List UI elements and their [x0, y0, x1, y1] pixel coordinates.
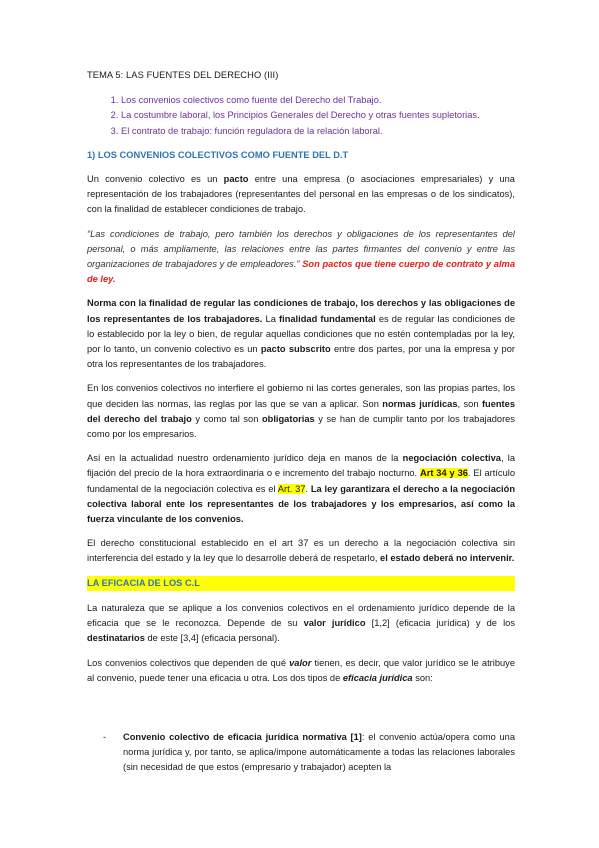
- bullet-list: [87, 730, 515, 776]
- section-heading-convenios: 1) LOS CONVENIOS COLECTIVOS COMO FUENTE DEL D.T: [87, 149, 349, 160]
- paragraph-naturaleza: La naturaleza que se aplique a los convenios colectivos en el ordenamiento jurídico depende de la eficacia que se le reconozca. Depende de su valor jurídico [1,2] (eficacia jurídica) y de los destinatarios de este [3,4] (eficacia personal).: [87, 602, 515, 644]
- highlight-art-34-36: Art 34 y 36: [420, 468, 468, 479]
- section-heading-eficacia: LA EFICACIA DE LOS C.L: [87, 576, 515, 591]
- list-dash: -: [103, 731, 107, 742]
- toc-item: 3. El contrato de trabajo: función reguladora de la relación laboral.: [121, 124, 515, 139]
- document-title: TEMA 5: LAS FUENTES DEL DERECHO (III): [87, 70, 279, 80]
- paragraph-norma: Norma con la finalidad de regular las condiciones de trabajo, los derechos y las obligaciones de los representantes de los trabajadores. La finalidad fundamental es de regular las condiciones de lo establecido por la ley o bien, de regular aquellas condiciones que no estén contempladas por la ley, por lo tanto, un convenio colectivo es un pacto subscrito entre dos partes, por una la empresa y por otra los representantes de los trabajadores.: [87, 298, 516, 370]
- quote-paragraph: “Las condiciones de trabajo, pero también los derechos y obligaciones de los representantes del personal, o más ampliamente, las relaciones entre las partes firmantes del convenio y entre las organizaciones de trabajadores y de empleadores.” Son pactos que tiene cuerpo de contrato y alma de ley.: [87, 228, 515, 285]
- list-item-text: Convenio colectivo de eficacia jurídica normativa [1]: el convenio actúa/opera como una norma jurídica y, por tanto, se aplica/impone automáticamente a todas las relaciones laborales (sin necesidad de que estos (empresario y trabajador) acepten la: [123, 731, 515, 773]
- paragraph-valor: Los convenios colectivos que dependen de qué valor tienen, es decir, que valor jurídico se le atribuye al convenio, puede tener una eficacia u otra. Los dos tipos de eficacia jurídica son:: [87, 657, 515, 683]
- toc-item: 2. La costumbre laboral, los Principios Generales del Derecho y otras fuentes supletorias.: [121, 108, 515, 123]
- table-of-contents: [87, 93, 515, 139]
- toc-item: 1. Los convenios colectivos como fuente del Derecho del Trabajo.: [121, 93, 515, 108]
- list-item: [87, 730, 515, 776]
- paragraph-ordenamiento: Así en la actualidad nuestro ordenamiento jurídico deja en manos de la negociación colectiva, la fijación del precio de la hora extraordinaria o e incremento del trabajo nocturno. Art 34 y 36. El artículo fundamental de la negociación colectiva es el Art. 37. La ley garantizara el derecho a la negociación colectiva laboral ente los representantes de los trabajadores y los empresarios, así como la fuerza vinculante de los convenios.: [87, 453, 516, 525]
- highlight-art-37: Art. 37: [277, 483, 306, 494]
- quote-emphasis: Son pactos que tiene cuerpo de contrato y alma de ley.: [87, 259, 515, 285]
- paragraph-gobierno: En los convenios colectivos no interfiere el gobierno ni las cortes generales, son las propias partes, los que deciden las normas, las reglas por las que se van a aplicar. Son normas jurídicas, son fuentes del derecho del trabajo y como tal son obligatorias y se han de cumplir tanto por los trabajadores como por los empresarios.: [87, 383, 515, 440]
- document-body: [87, 68, 515, 776]
- paragraph-constitucional: El derecho constitucional establecido en el art 37 es un derecho a la negociación colectiva sin interferencia del estado y la ley que lo desarrolle deberá de respetarlo, el estado deberá no intervenir.: [87, 538, 515, 564]
- paragraph-definition: Un convenio colectivo es un pacto entre una empresa (o asociaciones empresariales) y una representación de los trabajadores (representantes del personal en las empresas o de los sindicatos), con la finalidad de establecer condiciones de trabajo.: [87, 174, 515, 215]
